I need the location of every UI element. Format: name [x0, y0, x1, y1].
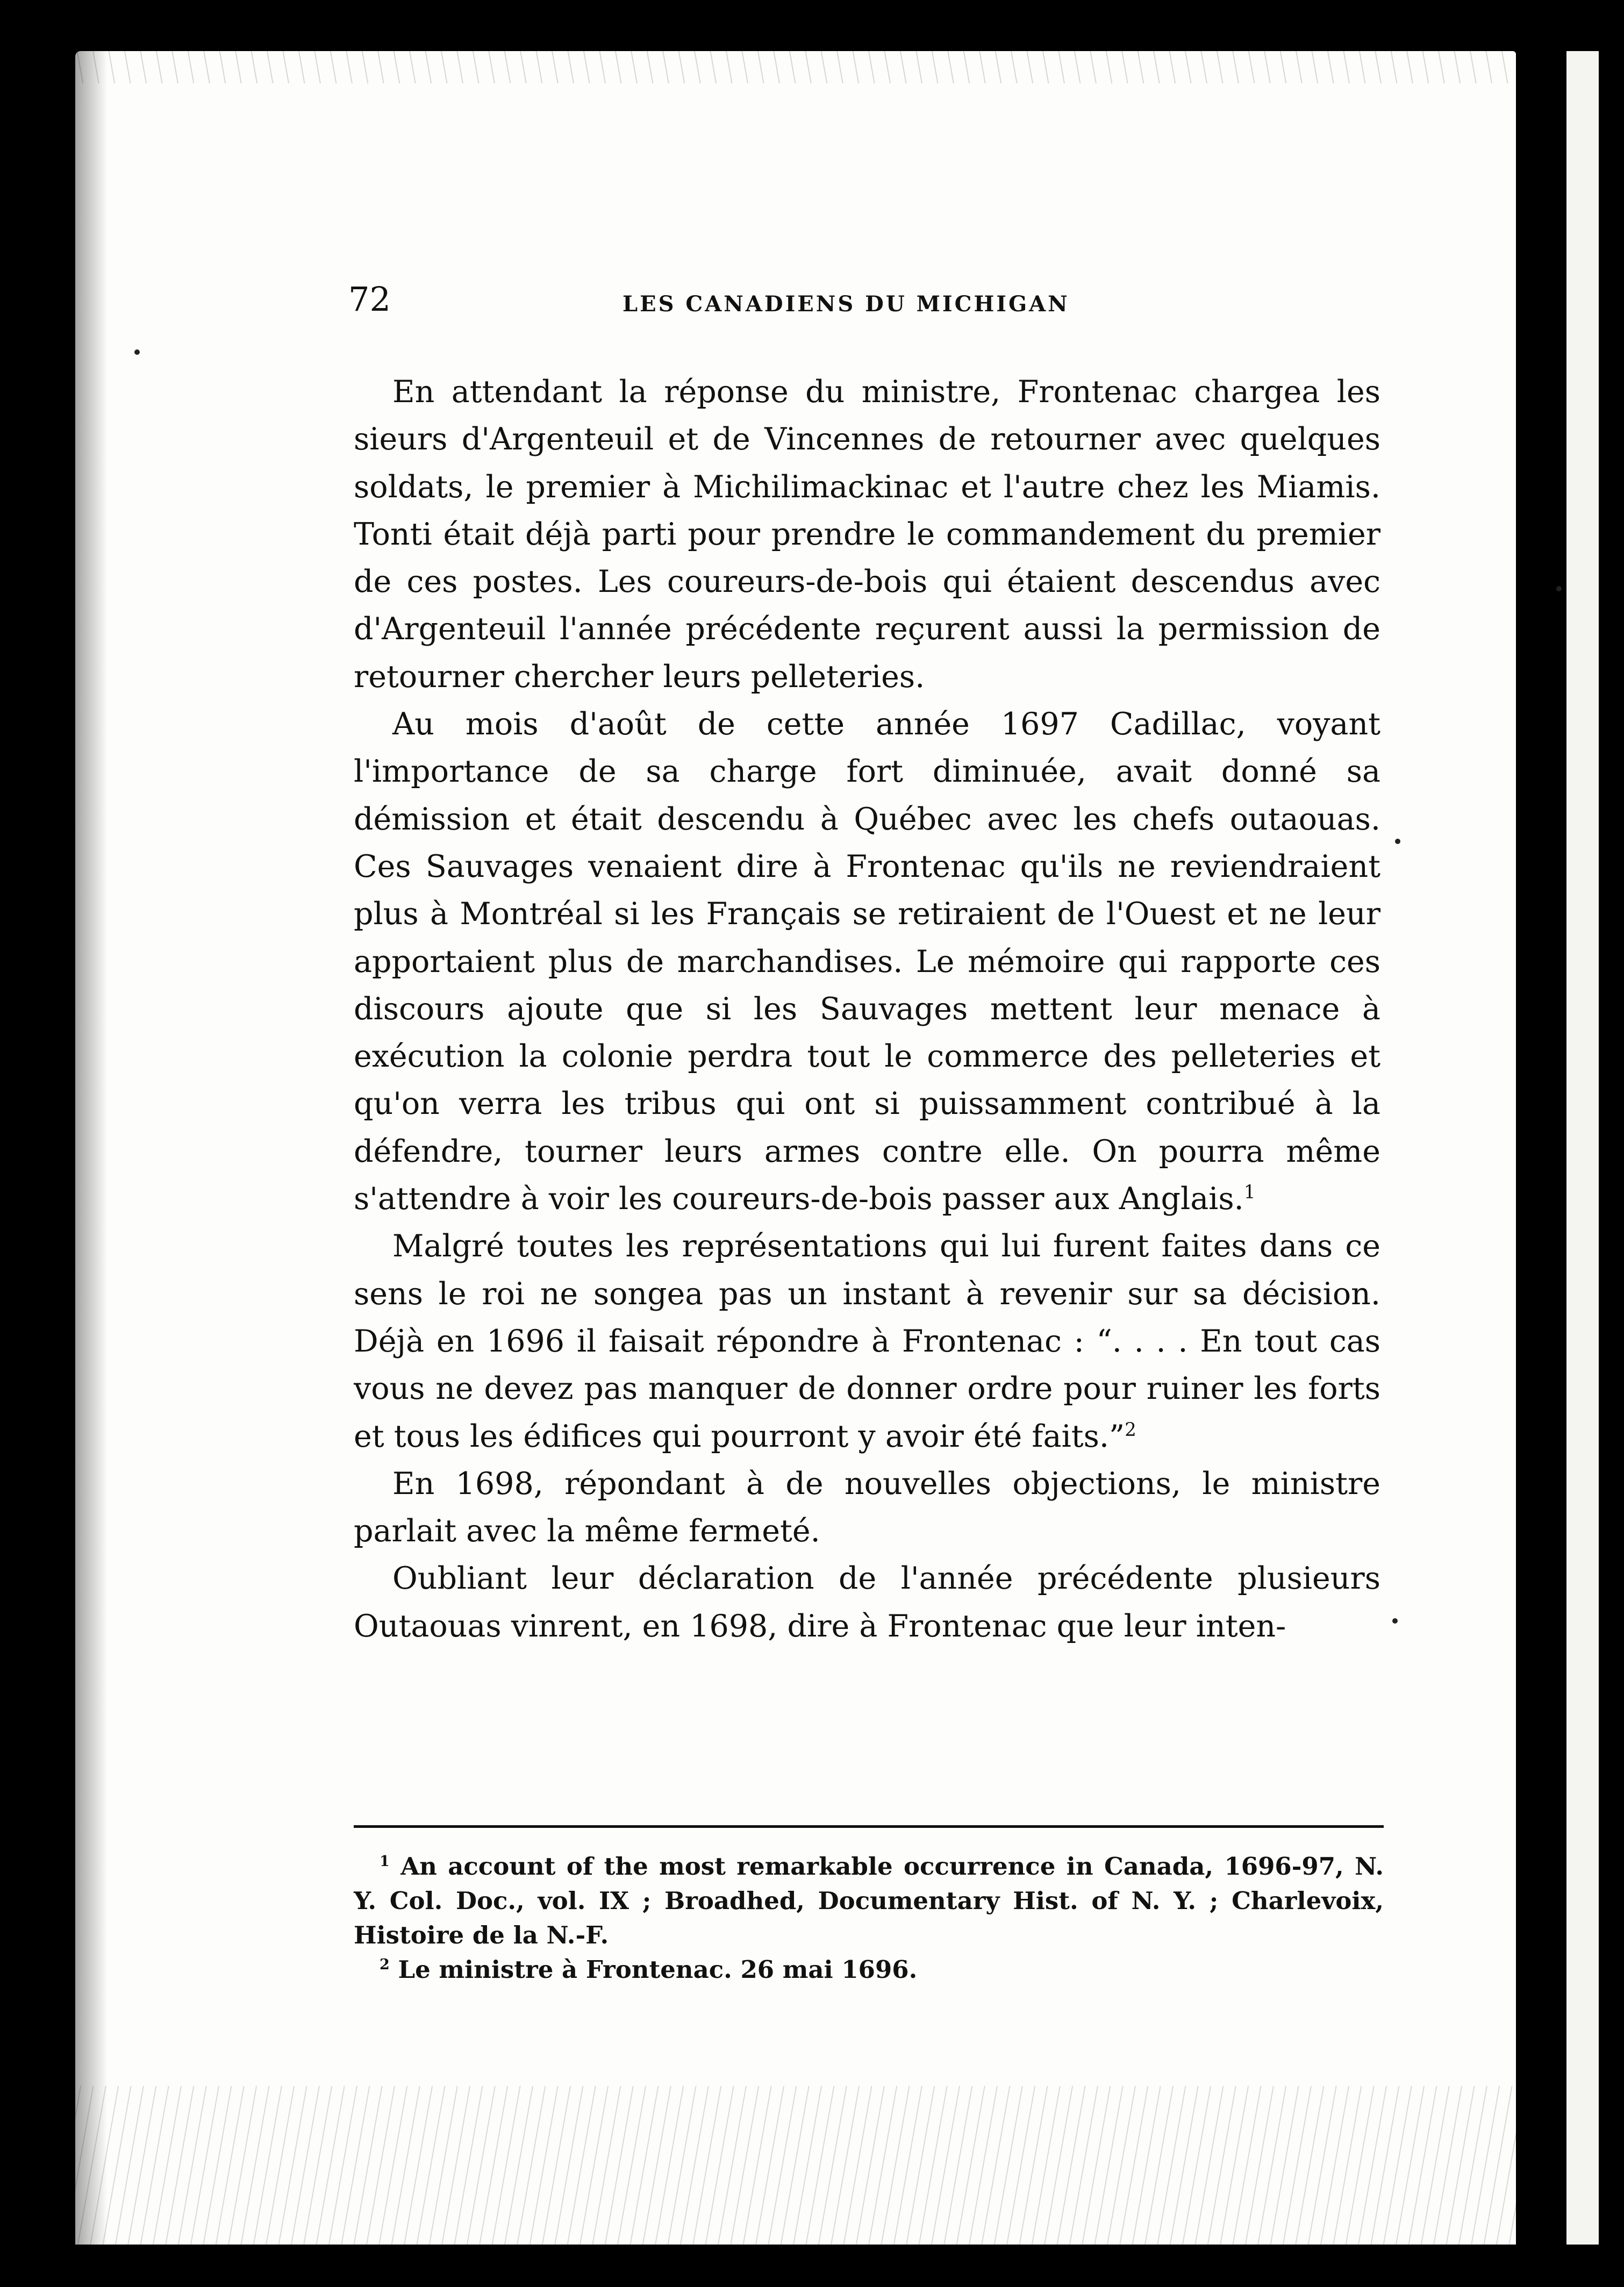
binding-shadow: [75, 51, 108, 2245]
footnote: [354, 1849, 1384, 1953]
footnote-text: Le ministre à Frontenac. 26 mai 1696.: [398, 1955, 918, 1984]
footnote-ref: 1: [1243, 1182, 1256, 1204]
footnote-ref: 2: [1125, 1419, 1136, 1441]
body-text: [354, 368, 1380, 1650]
paragraph: Oubliant leur déclaration de l'année précédente plusieurs Outaouas vinrent, en 1698, dire à Frontenac que leur inten-: [354, 1561, 1380, 1644]
page-header: [348, 280, 1384, 323]
paragraph: En attendant la réponse du ministre, Frontenac chargea les sieurs d'Argenteuil et de Vincennes de retourner avec quelques soldats, le premier à Michilimackinac et l'autre chez les Miamis. Tonti était déjà parti pour prendre le commandement du premier de ces postes. Les coureurs-de-bois qui étaient descendus avec d'Argenteuil l'année précédente reçurent aussi la permission de retourner chercher leurs pelleteries.: [354, 374, 1380, 695]
scan-speck: [1392, 1618, 1398, 1624]
scan-speck: [1395, 839, 1400, 844]
scan-speck: [1556, 586, 1562, 591]
scan-noise-bottom: [75, 2086, 1516, 2247]
next-page-edge: [1559, 51, 1599, 2245]
running-head: LES CANADIENS DU MICHIGAN: [623, 291, 1070, 317]
footnote: [354, 1953, 1384, 1987]
scan-speck: [134, 349, 140, 355]
paragraph: En 1698, répondant à de nouvelles objections, le ministre parlait avec la même fermeté.: [354, 1466, 1380, 1549]
footnote-marker: 1: [380, 1853, 390, 1870]
footnote-marker: 2: [380, 1956, 390, 1973]
footnotes: [354, 1849, 1384, 1987]
footnote-text: An account of the most remarkable occurrence in Canada, 1696-97, N. Y. Col. Doc., vol. IX ; Broadhed, Documentary Hist. of N. Y. ; Charlevoix, Histoire de la N.-F.: [354, 1852, 1384, 1949]
paragraph: Malgré toutes les représentations qui lui furent faites dans ce sens le roi ne songea pas un instant à revenir sur sa décision. Déjà en 1696 il faisait répondre à Frontenac : “. . . . En tout cas vous ne devez pas manquer de donner ordre pour ruiner les forts et tous les édifices qui pourront y avoir été faits.”$^2$: [354, 1228, 1380, 1454]
page-number: 72: [348, 280, 391, 319]
footnote-rule: [354, 1825, 1384, 1828]
paragraph: Au mois d'août de cette année 1697 Cadillac, voyant l'importance de sa charge fort diminuée, avait donné sa démission et était descendu à Québec avec les chefs outaouas. Ces Sauvages venaient dire à Frontenac qu'ils ne reviendraient plus à Montréal si les Français se retiraient de l'Ouest et ne leur apportaient plus de marchandises. Le mémoire qui rapporte ces discours ajoute que si les Sauvages mettent leur menace à exécution la colonie perdra tout le commerce des pelleteries et qu'on verra les tribus qui ont si puissamment contribué à la défendre, tourner leurs armes contre elle. On pourra même s'attendre à voir les coureurs-de-bois passer aux Anglais.$^1$: [354, 706, 1380, 1217]
scan-noise-top: [75, 51, 1516, 83]
